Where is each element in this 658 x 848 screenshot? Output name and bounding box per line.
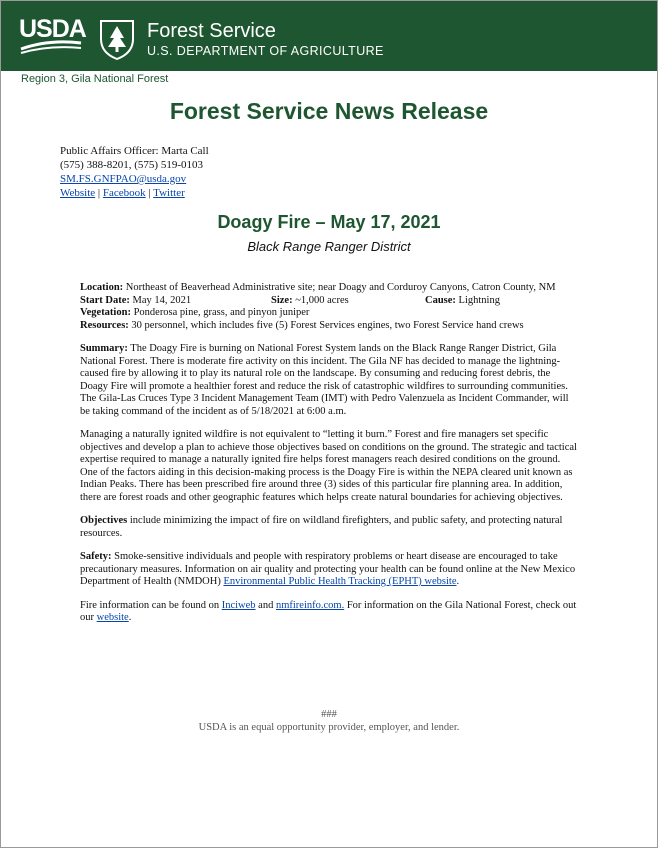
nmfireinfo-link[interactable]: nmfireinfo.com. (275, 599, 345, 611)
vegetation-value: Ponderosa pine, grass, and pinyon juniper (130, 307, 310, 318)
header-banner (1, 1, 657, 71)
usda-logo-swoosh-icon (19, 15, 83, 59)
start-size-cause-row (80, 295, 580, 308)
district-subtitle: Black Range Ranger District (247, 239, 411, 254)
fire-info-text-1: Fire information can be found on (80, 599, 222, 611)
usda-logo-text: USDA (19, 15, 86, 43)
contact-block (60, 144, 209, 200)
summary-label: Summary: (80, 343, 128, 354)
objectives-paragraph (80, 515, 580, 540)
fire-title: Doagy Fire – May 17, 2021 (217, 212, 441, 232)
usda-logo (19, 15, 86, 59)
summary-paragraph (80, 343, 580, 418)
safety-paragraph (80, 551, 580, 589)
inciweb-link[interactable]: Inciweb (221, 599, 256, 611)
release-body (80, 282, 580, 636)
location-value: Northeast of Beaverhead Administrative site; near Doagy and Corduroy Canyons, Catron County, NM (123, 282, 556, 293)
gila-website-link[interactable]: website (96, 612, 129, 623)
contact-email-link[interactable]: SM.FS.GNFPAO@usda.gov (60, 173, 187, 185)
vegetation-line (80, 307, 580, 320)
resources-label: Resources: (80, 319, 129, 331)
fire-info-text-3: For information on the Gila National Forest, check out our (80, 599, 577, 623)
twitter-link[interactable]: Twitter (153, 187, 185, 199)
safety-end: . (456, 576, 460, 587)
start-date-label: Start Date: (80, 294, 130, 306)
summary-text: The Doagy Fire is burning on National Forest System lands on the Black Range Ranger District, Gila National Forest. There is moderate fire activity on this incident. The Gila NF has decided to manage the lightning-caused fire by allowing it to play its natural role on the landscape. By consuming and reducing forest debris, the Doagy Fire will promote a healthier forest and reduce the risk of catastrophic wildfires to surrounding communities. The Gila-Las Cruces Type 3 Incident Management Team (IMT) with Pedro Valenzuela as Incident Commander, will be taking command of the incident as of 5/18/2021 at 6:00 a.m. (80, 343, 569, 417)
epht-website-link[interactable]: Environmental Public Health Tracking (EPHT) website (223, 576, 457, 587)
link-separator: | (95, 187, 103, 199)
website-link[interactable]: Website (60, 187, 96, 199)
facebook-link[interactable]: Facebook (102, 187, 146, 199)
fire-info-paragraph (80, 600, 580, 625)
region-label: Region 3, Gila National Forest (21, 73, 169, 85)
cause-value: Lightning (455, 294, 500, 306)
cause-label: Cause: (425, 294, 456, 306)
release-title: Forest Service News Release (169, 98, 489, 124)
location-line (80, 282, 580, 295)
agency-name: Forest Service (147, 20, 276, 42)
link-separator: | (145, 187, 154, 199)
size-label: Size: (271, 294, 293, 306)
fire-info-text-2: and (255, 599, 276, 611)
vegetation-label: Vegetation: (80, 307, 131, 318)
objectives-text: include minimizing the impact of fire on wildland firefighters, and public safety, and protecting natural resources. (80, 515, 563, 539)
forest-service-shield-icon (97, 17, 137, 61)
managing-paragraph: Managing a naturally ignited wildfire is not equivalent to “letting it burn.” Forest and fire managers set specific objectives and develop a plan to achieve those objectives based on conditions on the ground. The strategic and tactical expertise required to manage a naturally ignited fire helps forest managers reach desired conditions on the ground. One of the factors aiding in this decision-making process is the Doagy Fire is within the NEPA cleared unit known as Indian Peaks. There has been prescribed fire around three (3) sides of this particular fire planning area. In addition, there are forest roads and other geographic features which helps create natural boundaries for achieving objectives. (80, 429, 577, 503)
fire-info-text-4: . (128, 612, 132, 623)
size-value: ~1,000 acres (292, 294, 349, 306)
department-name: U.S. DEPARTMENT OF AGRICULTURE (147, 44, 384, 58)
location-label: Location: (80, 282, 124, 293)
resources-value: 30 personnel, which includes five (5) Forest Services engines, two Forest Service hand crews (128, 319, 524, 331)
end-marker: ### (321, 709, 337, 720)
safety-text: Smoke-sensitive individuals and people with respiratory problems or heart disease are encouraged to take precautionary measures. Information on air quality and protecting your health can be found online at the New Mexico Department of Health (NMDOH) (80, 551, 576, 587)
objectives-label: Objectives (80, 515, 128, 526)
safety-label: Safety: (80, 551, 112, 562)
contact-officer: Public Affairs Officer: Marta Call (60, 145, 209, 157)
social-links (60, 186, 209, 200)
start-date-value: May 14, 2021 (129, 294, 192, 306)
contact-phones: (575) 388-8201, (575) 519-0103 (60, 159, 203, 171)
equal-opportunity-statement: USDA is an equal opportunity provider, employer, and lender. (198, 722, 460, 733)
resources-line (80, 320, 580, 333)
